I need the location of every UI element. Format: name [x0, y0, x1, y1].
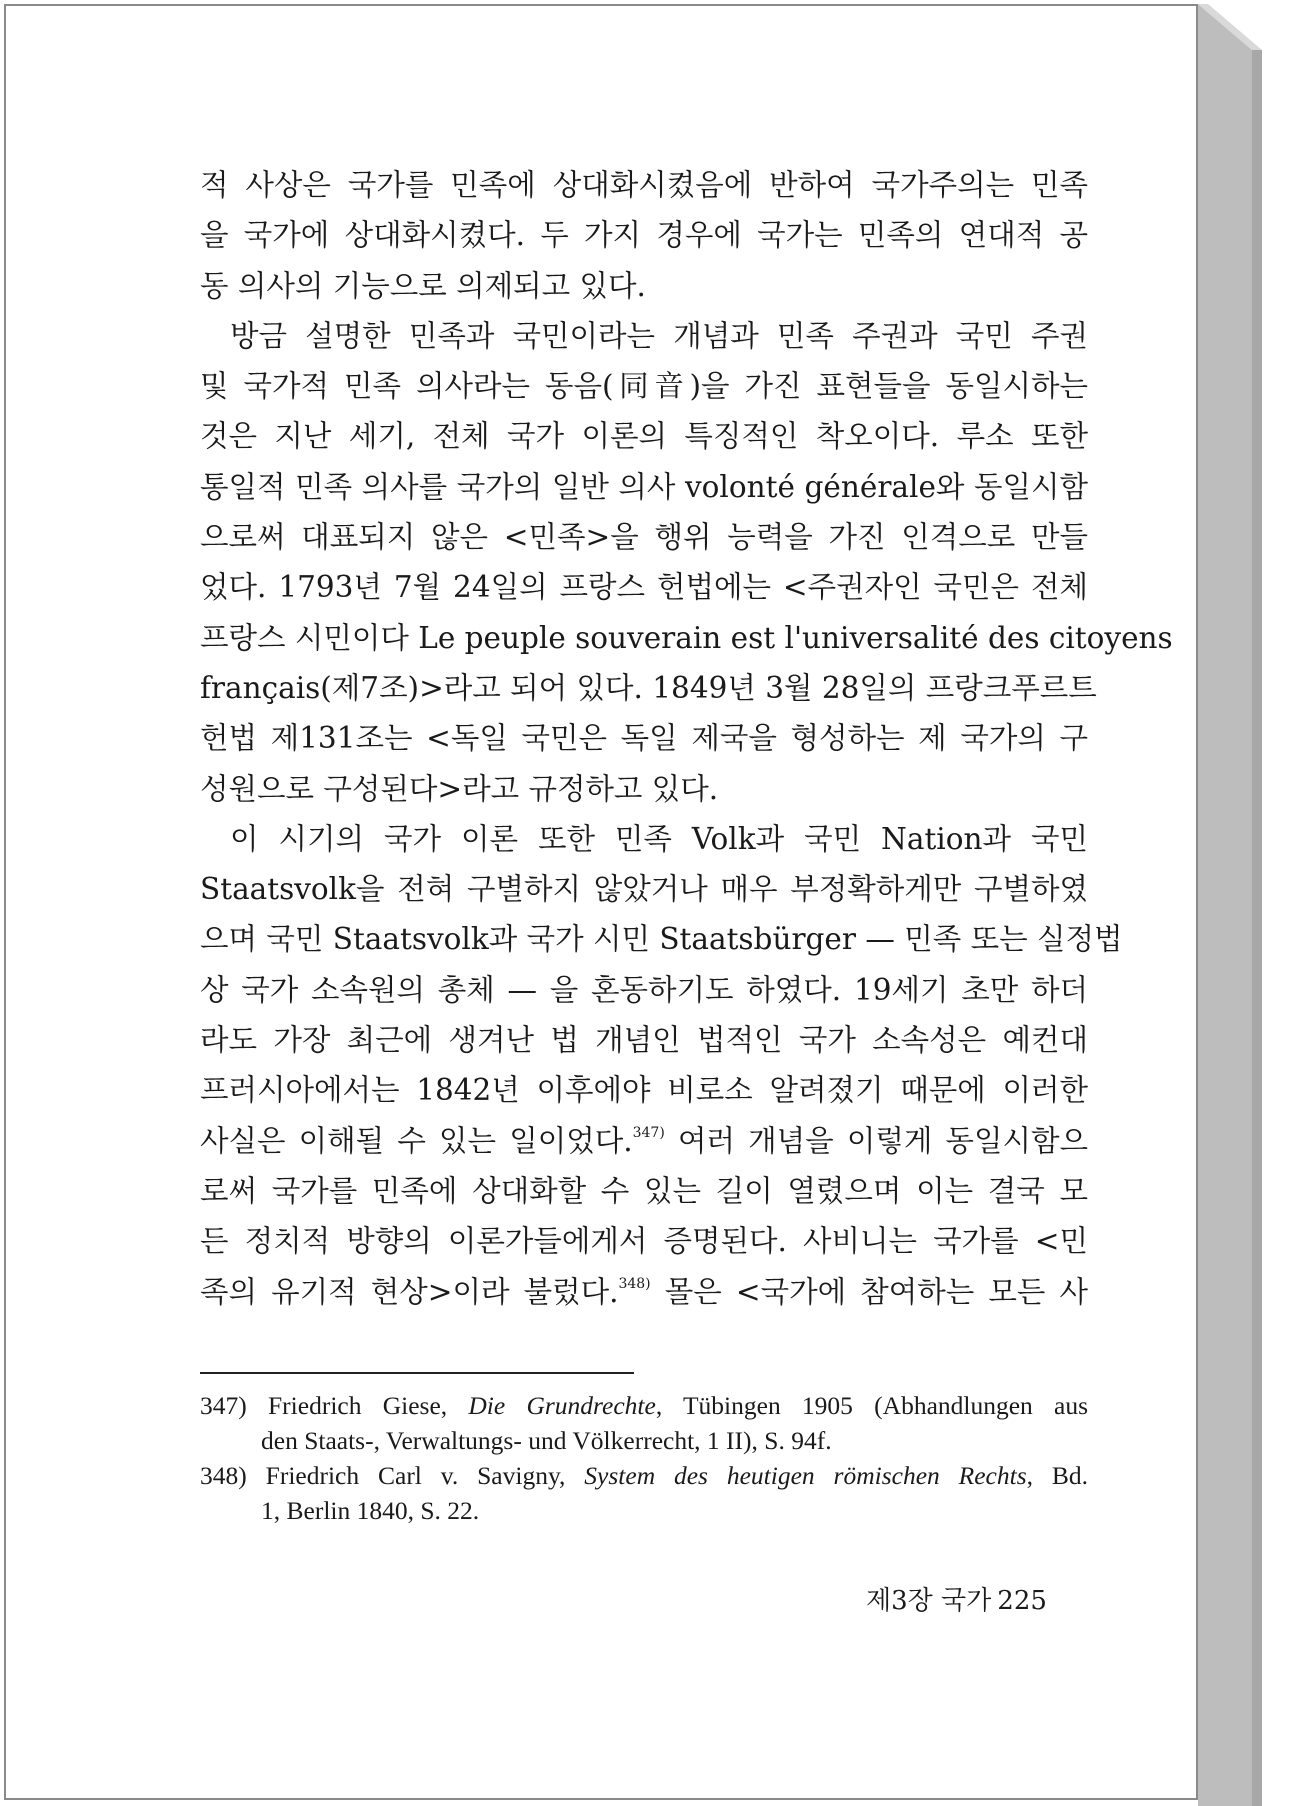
- text-line: 헌법 제131조는 <독일 국민은 독일 제국을 형성하는 제 국가의 구: [200, 721, 1088, 756]
- footnote-number: 348): [200, 1461, 247, 1490]
- text-line: 라도 가장 최근에 생겨난 법 개념인 법적인 국가 소속성은 예컨대: [200, 1023, 1088, 1058]
- text-line: 상 국가 소속원의 총체 — 을 혼동하기도 하였다. 19세기 초만 하더: [200, 972, 1088, 1007]
- footnote-348-cont: 1, Berlin 1840, S. 22.: [261, 1496, 480, 1525]
- text-line: 을 국가에 상대화시켰다. 두 가지 경우에 국가는 민족의 연대적 공: [200, 218, 1088, 253]
- text-line: 적 사상은 국가를 민족에 상대화시켰음에 반하여 국가주의는 민족: [200, 168, 1088, 202]
- text-line: 것은 지난 세기, 전체 국가 이론의 특징적인 착오이다. 루소 또한: [200, 419, 1088, 454]
- text-line: 었다. 1793년 7월 24일의 프랑스 헌법에는 <주권자인 국민은 전체: [200, 570, 1088, 605]
- chapter-label: 제3장 국가: [866, 1586, 992, 1616]
- text-line: 든 정치적 방향의 이론가들에게서 증명된다. 사비니는 국가를 <민: [200, 1224, 1088, 1259]
- footnote-divider: [200, 1372, 634, 1374]
- footnote-title: Die Grundrechte: [468, 1391, 656, 1420]
- footnote-347-cont: den Staats-, Verwaltungs- und Völkerrecht, 1 II), S. 94f.: [261, 1426, 832, 1455]
- text-line: 으며 국민 Staatsvolk과 국가 시민 Staatsbürger — 민족 또는 실정법: [200, 922, 1123, 957]
- text-fragment: 족의 유기적 현상>이라 불렀다.: [200, 1274, 619, 1309]
- text-line: Staatsvolk을 전혀 구별하지 않았거나 매우 부정확하게만 구별하였: [200, 872, 1088, 907]
- footnote-author: Friedrich Carl v. Savigny,: [265, 1461, 585, 1490]
- text-line: 성원으로 구성된다>라고 규정하고 있다.: [200, 771, 719, 806]
- text-line: 이 시기의 국가 이론 또한 민족 Volk과 국민 Nation과 국민: [230, 821, 1088, 856]
- footnote-ref-347[interactable]: 347): [632, 1124, 665, 1141]
- footnote-author: Friedrich Giese,: [268, 1391, 469, 1420]
- text-line: 통일적 민족 의사를 국가의 일반 의사 volonté générale와 동일시함: [200, 469, 1088, 504]
- main-text: [200, 160, 1173, 1317]
- footnote-348: [200, 1458, 1088, 1493]
- text-line: 로써 국가를 민족에 상대화할 수 있는 길이 열렸으며 이는 결국 모: [200, 1173, 1088, 1208]
- page-number: 225: [997, 1586, 1047, 1616]
- footnote-number: 347): [200, 1391, 247, 1420]
- footnote-347: [200, 1388, 1088, 1423]
- footnote-rest: , Bd.: [1026, 1461, 1089, 1490]
- text-fragment: 여러 개념을 이렇게 동일시함으: [664, 1123, 1088, 1158]
- text-line: 으로써 대표되지 않은 <민족>을 행위 능력을 가진 인격으로 만들: [200, 520, 1088, 555]
- text-line: 및 국가적 민족 의사라는 동음(同音)을 가진 표현들을 동일시하는: [200, 369, 1088, 404]
- text-fragment: 사실은 이해될 수 있는 일이었다.: [200, 1123, 633, 1158]
- text-line: 프러시아에서는 1842년 이후에야 비로소 알려졌기 때문에 이러한: [200, 1073, 1088, 1108]
- text-line: 방금 설명한 민족과 국민이라는 개념과 민족 주권과 국민 주권: [230, 318, 1088, 353]
- text-line: [200, 1116, 1088, 1166]
- text-line: 프랑스 시민이다 Le peuple souverain est l'universalité des citoyens: [200, 620, 1173, 655]
- text-fragment: 몰은 <국가에 참여하는 모든 사: [664, 1274, 1088, 1309]
- text-line: [200, 1267, 1088, 1317]
- footnote-rest: , Tübingen 1905 (Abhandlungen aus: [655, 1391, 1089, 1420]
- footnote-title: System des heutigen römischen Rechts: [584, 1461, 1027, 1490]
- footnote-ref-348[interactable]: 348): [618, 1275, 651, 1292]
- footnotes: [200, 1388, 1088, 1528]
- text-line: 동 의사의 기능으로 의제되고 있다.: [200, 268, 646, 303]
- text-line: français(제7조)>라고 되어 있다. 1849년 3월 28일의 프랑크푸르트: [200, 670, 1097, 705]
- page-footer: [860, 1580, 1047, 1617]
